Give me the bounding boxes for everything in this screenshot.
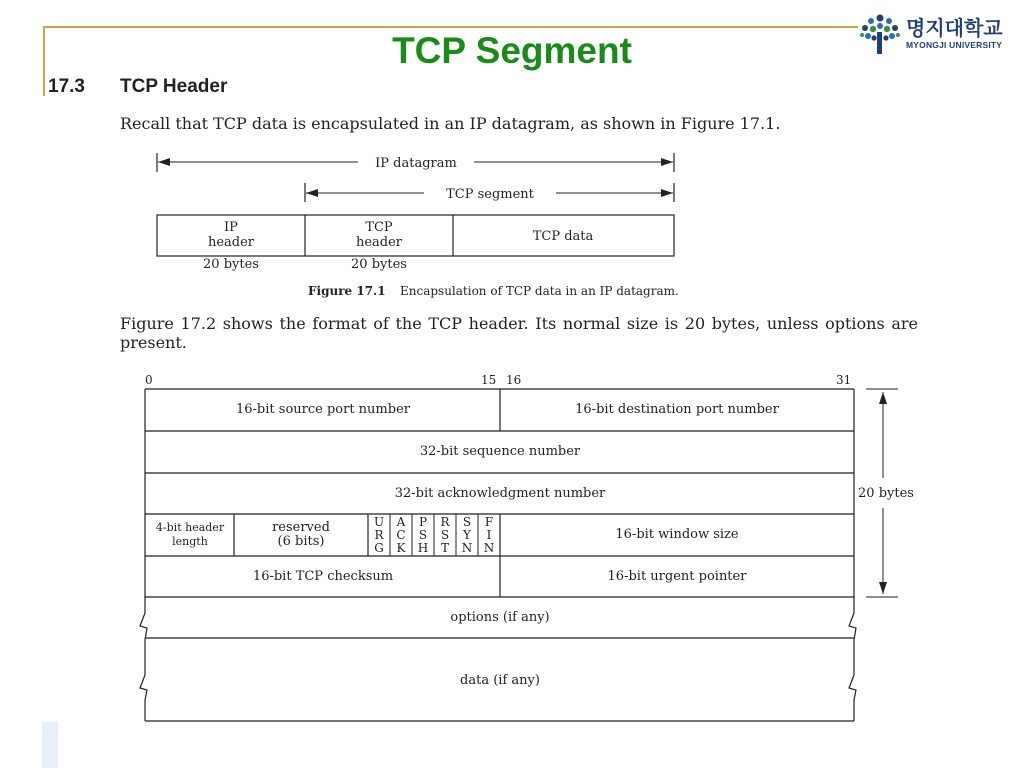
header-size-label: 20 bytes [858,486,914,501]
flag-ack-l1: A [396,515,406,529]
flag-urg-l1: U [373,515,385,529]
flag-rst [440,515,450,555]
ip-datagram-label: IP datagram [375,156,457,171]
flag-ack [396,515,407,555]
urgent-pointer-field: 16-bit urgent pointer [607,569,747,584]
figure-17-1-caption: Encapsulation of TCP data in an IP datagram. [400,284,679,298]
logo-english-name: MYONGJI UNIVERSITY [906,40,1003,50]
flag-psh-l2: S [418,528,428,542]
flag-ack-l2: C [396,528,406,542]
figure-17-1 [157,153,679,298]
flag-urg-l2: R [374,528,384,542]
flag-fin-l1: F [484,515,494,529]
source-port-field: 16-bit source port number [236,402,410,417]
paragraph-encapsulation: Recall that TCP data is encapsulated in an IP datagram, as shown in Figure 17.1. [120,114,781,133]
flag-fin [484,515,495,555]
flag-syn [462,515,473,555]
figure-17-1-label: Figure 17.1 [308,284,386,298]
sequence-number-field: 32-bit sequence number [419,444,581,459]
ip-header-cell-line2: header [207,235,255,250]
section-number: 17.3 [48,76,85,97]
bit-31: 31 [836,373,852,387]
tcp-data-cell: TCP data [532,229,594,244]
flag-rst-l3: T [440,541,450,555]
tcp-header-cell-line2: header [355,235,403,250]
paragraph-header-format: Figure 17.2 shows the format of the TCP header. Its normal size is 20 bytes, unless options are present. [120,314,918,352]
dest-port-field: 16-bit destination port number [575,402,779,417]
flag-psh [418,515,428,555]
bit-15: 15 [481,373,497,387]
ip-header-size: 20 bytes [203,257,259,272]
flag-urg-l3: G [374,541,384,555]
logo-korean-name: 명지대학교 [906,16,1003,40]
flag-syn-l3: N [461,541,473,555]
flag-ack-l3: K [396,541,406,555]
data-field: data (if any) [460,673,540,688]
reserved-line1: reserved [272,520,330,535]
window-size-field: 16-bit window size [615,527,739,542]
tcp-header-size: 20 bytes [351,257,407,272]
tcp-segment-label: TCP segment [446,187,534,202]
flag-syn-l1: S [462,515,472,529]
bit-0: 0 [145,373,153,387]
flag-rst-l1: R [440,515,450,529]
header-length-line1: 4-bit header [155,521,225,534]
bit-16: 16 [506,373,522,387]
ip-header-cell-line1: IP [224,220,238,235]
flag-rst-l2: S [440,528,450,542]
flag-psh-l3: H [417,541,429,555]
flag-fin-l3: N [483,541,495,555]
figure-17-2 [140,373,914,721]
flag-fin-l2: I [486,528,492,542]
flag-psh-l1: P [418,515,428,529]
slide-title: TCP Segment [392,30,632,71]
header-length-line2: length [172,535,208,548]
flag-urg [374,515,385,555]
checksum-field: 16-bit TCP checksum [252,569,394,584]
reserved-line2: (6 bits) [277,534,325,549]
ack-number-field: 32-bit acknowledgment number [394,486,606,501]
tcp-header-cell-line1: TCP [365,220,393,235]
options-field: options (if any) [450,610,550,625]
flag-syn-l2: Y [463,528,471,542]
section-title: TCP Header [120,76,228,97]
